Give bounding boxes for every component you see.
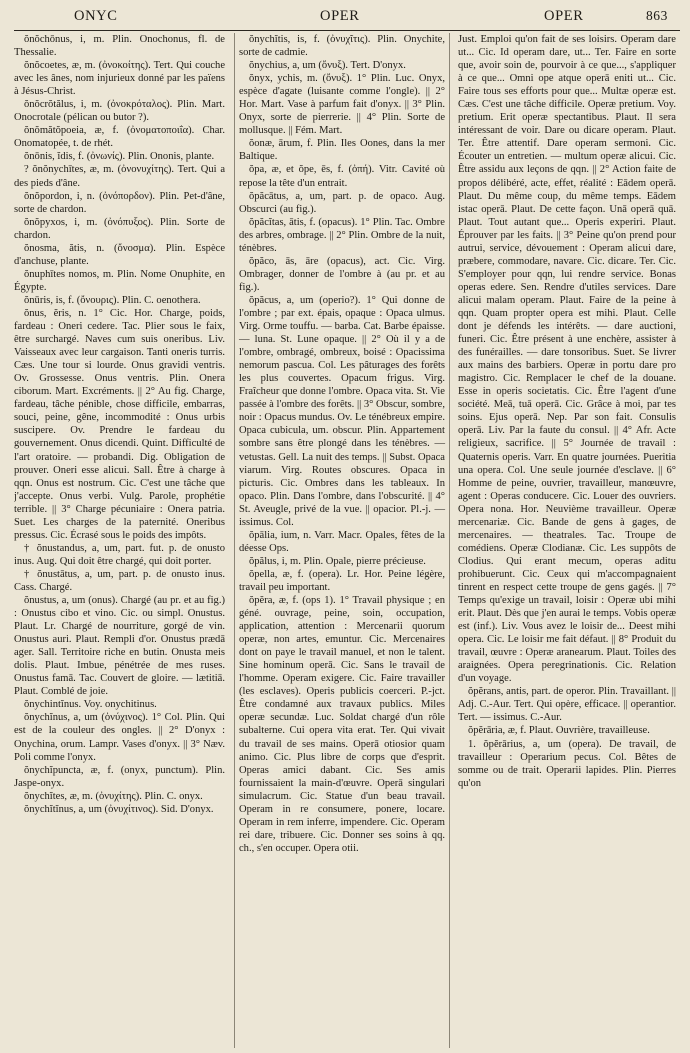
dictionary-entry: ŏnychintĭnus. Voy. onychitinus. [24,699,157,711]
dictionary-entry: ŏnōnis, ĭdis, f. (ὀνωνίς). Plin. Ononis, plante. [24,151,215,163]
dictionary-entry: ŏpăcātus, a, um, part. p. de opaco. Aug. Obscurci (au fig.). [239,190,445,215]
dictionary-entry: † ŏnustātus, a, um, part. p. de onusto inus. Cass. Chargé. [14,568,225,593]
column-left [14,33,228,1048]
dictionary-entry: ŏpăco, ās, āre (opacus), act. Cic. Virg. Ombrager, donner de l'ombre à (au pr. et au fig.). [239,255,445,293]
dictionary-entry: ŏpella, æ, f. (opera). Lr. Hor. Peine légère, travail peu important. [239,568,445,593]
dictionary-entry: ŏnūris, is, f. (ὄνουρις). Plin. C. oenothera. [24,294,201,306]
dictionary-entry: ŏnychĭpuncta, æ, f. (onyx, punctum). Plin. Jaspe-onyx. [14,764,225,789]
column-middle [234,33,450,1048]
dictionary-entry: ŏnychius, a, um (ὄνυξ). Tert. D'onyx. [249,60,406,72]
dictionary-entry: ŏnŏcoetes, æ, m. (ὀνοκοίτης). Tert. Qui couche avec les ânes, nom injurieux donné par les païens à Jésus-Christ. [14,60,225,98]
dictionary-entry: † ŏnustandus, a, um, part. fut. p. de onusto inus. Aug. Qui doit être chargé, qui doit porter. [14,542,225,567]
column-right [456,33,676,1048]
dictionary-entry: ŏpa, æ, et ŏpe, ēs, f. (ὀπή). Vitr. Cavité où repose la tête d'un entrait. [239,164,445,189]
dictionary-entry: Just. Emploi qu'on fait de ses loisirs. Operam dare ut... Cic. Id operam dare, ut... Ter. Faire en sorte que, avoir soin de, pourvoir à ce que..., s'appliquer à ce que... Omni ope atque operā eniti ut... Cic. Faire tous ses efforts pour que... Multæ operæ est. Cæs. C'est une tâche difficile. Operæ pretium. Voy. pretium. Erit operæ spectantibus. Plaut. Il sera intéressant de voir. Dare ou dicare operam. Plaut. Ter. Être attentif. Dare operam sermoni. Cic. Écouter un entretien. — multum operæ alicui. Cic. Être assidu aux leçons de qqn. || 2° Action faite de propos délibéré, acte, effet, réalité : Eādem operā. Plaut. Du même coup, du même temps. Eādem istac operā. Plaut. De cette façon. Unā operā quā. Plaut. Tout autant que... Operis experiri. Plaut. Éprouver par les faits. || 3° Peine qu'on prend pour autrui, service, dévouement : Operam alicui dare, præbere, commodare, navare. Cic. dicare. Ter. Cic. S'employer pour qqn, lui rendre service. Bonas operas edere. Sen. Rendre d'utiles services. Dare alicui malam operam. Plaut. Faire de la peine à qqn. Quam propter opera est mihi. Plaut. Celle dont je défends les intérêts. — dare auctioni, funeri. Cic. Être présent à une enchère, assister à des funérailles. — dare tonsoribus. Suet. Se livrer aux mains des barbiers. Operæ in portu dare pro magistro. Cic. Remplacer le chef de la douane. Esse in operis societatis. Cic. Être l'agent d'une société. Meā, tuā operā. Cic. Grâce à moi, par tes soins. Ejus operā. Nep. Par son fait. Consulis operā. Liv. Par la faute du consul. || 4° Afr. Acte religieux, sacrifice. || 5° Journée de travail : Quaternis operis. Varr. En quatre journées. Pueritia una opera. Col. Une seule journée d'esclave. || 6° Homme de peine, ouvrier, travailleur, manœuvre, agent : Operas conducere. Cic. Louer des ouvriers. Opera nona. Hor. Neuvième travailleur. Operæ mercenariæ. Cic. Bande de gens à gages, de mercenaires. — theatrales. Tac. Troupe de comédiens. Operæ Clodianæ. Cic. Les suppôts de Clodius. Qui erant mecum, operas aditu prohibuerunt. Cic. Ceux qui m'accompagnaient tinrent en respect cette troupe de gens gagés. || 7° Temps qu'exige un travail, loisir : Operæ ubi mihi erit. Plaut. Dès que j'en aurai le temps. Vobis operæ est (inf.). Liv. Vous avez le loisir de... Deest mihi opera. Cic. Le loisir me fait défaut. || 8° Produit du travail, œuvre : Operæ aranearum. Plaut. Toiles des araignées. Opera peregrinationis. Cic. Relation d'un voyage. [458,34,676,685]
dictionary-entry: ŏnŏcrŏtălus, i, m. (ὀνοκρόταλος). Plin. Mart. Onocrotale (pélican ou butor ?). [14,99,225,124]
page-number: 863 [645,8,668,23]
dictionary-entry: ŏpālia, ium, n. Varr. Macr. Opales, fêtes de la déesse Ops. [239,529,445,554]
dictionary-entry: ŏnŏmătŏpoeia, æ, f. (ὀνοματοποιΐα). Char. Onomatopée, t. de rhét. [14,125,225,150]
dictionary-entry: ŏnus, ĕris, n. 1° Cic. Hor. Charge, poids, fardeau : Oneri cedere. Tac. Plier sous le faix, être surchargé. Naves cum suis oneribus. Liv. Vaisseaux avec leur cargaison. Tanti oneris turris. Cæs. Une tour si lourde. Onus gravidi ventris. Ov. Grossesse. Onus ventris. Plin. Onera ciborum. Mart. Excréments. || 2° Au fig. Charge, fardeau, tâche pénible, chose difficile, embarras, souci, peine, gêne, incommodité : Onus urbis suscipere. Ov. Prendre le fardeau du gouvernement. Onus dicendi. Quint. Difficulté de l'art oratoire. — probandi. Dig. Obligation de prouver. Oneri esse alicui. Sall. Être à charge à qqn. Onus est nostrum. Cic. C'est une tâche que j'accepte. Onus verbi. Vulg. Parole, prophétie terrible. || 3° Charge pécuniaire : Onera patria. Suet. Les charges de la paternité. Oneribus pressus. Cic. Écrasé sous le poids des impôts. [14,307,225,541]
dictionary-columns [14,31,680,1048]
dictionary-entry: ŏpăcĭtas, ātis, f. (opacus). 1° Plin. Tac. Ombre des arbres, ombrage. || 2° Plin. Ombre de la nuit, ténèbres. [239,216,445,254]
dictionary-entry: ŏnychĭtis, is, f. (ὀνυχῖτις). Plin. Onychite, sorte de cadmie. [239,34,445,59]
header-right-guideword: OPER [544,8,584,24]
dictionary-entry: ŏnŏchōnus, i, m. Plin. Onochonus, fl. de Thessalie. [14,34,225,59]
dictionary-entry: ŏnosma, ătis, n. (ὄνοσμα). Plin. Espèce d'anchuse, plante. [14,242,225,267]
dictionary-entry: ŏnŏpyxos, i, m. (ὀνόπυξος). Plin. Sorte de chardon. [14,216,225,241]
dictionary-entry: ŏpălus, i, m. Plin. Opale, pierre précieuse. [249,555,426,567]
dictionary-entry: ŏnyx, ychis, m. (ὄνυξ). 1° Plin. Luc. Onyx, espèce d'agate (luisante comme l'ongle). || 2° Hor. Mart. Vase à parfum fait d'onyx. || 3° Plin. Onyx, sorte de pierrerie. || 4° Plin. Sorte de mollusque. || Fém. Mart. [239,73,445,137]
header-center-guideword: OPER [320,8,360,24]
dictionary-entry: ŏpĕrāria, æ, f. Plaut. Ouvrière, travailleuse. [468,725,650,737]
dictionary-entry: ŏnustus, a, um (onus). Chargé (au pr. et au fig.) : Onustus cibo et vino. Cic. ou simpl. Onustus. Plaut. Lr. Chargé de nourriture, gorgé de vin. Onustus auri. Plaut. Rempli d'or. Onustus prædā ager. Sall. Territoire riche en butin. Onusta meis dolis. Plaut. Imbue, pénétrée de mes ruses. Onustus famā. Tac. Couvert de gloire. — lætitiā. Plaut. Comblé de joie. [14,595,225,698]
dictionary-entry: 1. ŏpĕrārius, a, um (opera). De travail, de travailleur : Operarium pecus. Col. Bêtes de somme ou de trait. Operarii lapides. Plin. Pierres qu'on [458,738,676,789]
dictionary-entry: ŏnuphītes nomos, m. Plin. Nome Onuphite, en Égypte. [14,268,225,293]
dictionary-entry: ŏpăcus, a, um (operio?). 1° Qui donne de l'ombre ; par ext. épais, opaque : Opaca ulmus. Virg. Orme touffu. — barba. Cat. Barbe épaisse. — luna. St. Lune opaque. || 2° Où il y a de l'ombre, ombragé, ombreux, boisé : Opacissima nemorum pascua. Col. Les pâturages des forêts les plus couvertes. Opacum frigus. Virg. Fraîcheur que donne l'ombre. Opaca vita. St. Vie passée à l'ombre des forêts. || 3° Obscur, sombre, noir : Opacus mundus. Ov. Le ténébreux empire. Opaca cubicula, um. obscur. Plin. Appartement sombre sans être plongé dans les ténèbres. — vetustas. Gell. La nuit des temps. || Subst. Opaca viarum. Virg. Routes obscures. Opaca in picturis. Cic. Ombres dans les tableaux. In opaco. Plin. Dans l'ombre, dans l'obscurité. || 4° St. Aveugle, privé de la vue. || opacior. Pl.-j. — issimus. Col. [239,294,445,528]
dictionary-entry: ŏpĕra, æ, f. (ops 1). 1° Travail physique ; en géné. ouvrage, peine, soin, occupation, application, attention : Mercenarii quorum operæ, non artes, emuntur. Cic. Mercenaires dont on paye le travail manuel, et non le talent. Sine hominum operā. Cic. Sans le travail de l'homme. Operam exigere. Cic. Faire travailler (les esclaves). Operis publicis coerceri. P.-jct. Être condamné aux travaux publics. Miles operæ secundæ. Luc. Soldat chargé d'un rôle subalterne. Cui opera vita erat. Ter. Qui vivait du travail de ses mains. Operā otiosior quam animo. Cic. Plus libre de corps que d'esprit. Operas amici dabant. Cic. Ses amis fournissaient la main-d'œuvre. Operā singulari simulacrum. Cic. Statue d'un beau travail. Operam in re consumere, ponere, locare. Operam in rem inferre, impendere. Cic. Operam rei dare, tribuere. Cic. Donner ses soins à qq. ch., s'en occuper. Opera otii. [239,595,445,854]
dictionary-entry: ŏnychĭtĭnus, a, um (ὀνυχίτινος). Sid. D'onyx. [24,803,214,815]
dictionary-entry: ŏnychĭnus, a, um (ὀνύχινος). 1° Col. Plin. Qui est de la couleur des ongles. || 2° D'onyx : Onychina, orum. Lampr. Vases d'onyx. || 3° Næv. Poli comme l'onyx. [14,712,225,763]
running-header [14,4,680,31]
dictionary-entry: ŏonæ, ārum, f. Plin. Iles Oones, dans la mer Baltique. [239,138,445,163]
header-left-guideword: ONYC [74,8,118,24]
dictionary-entry: ? ŏnŏnychītes, æ, m. (ὀνονυχίτης). Tert. Qui a des pieds d'âne. [14,164,225,189]
dictionary-entry: ŏnychĭtes, æ, m. (ὀνυχίτης). Plin. C. onyx. [24,790,203,802]
dictionary-entry: ŏpĕrans, antis, part. de operor. Plin. Travaillant. || Adj. C.-Aur. Tert. Qui opère, efficace. || operantior. Tert. — issimus. C.-Aur. [458,686,676,724]
dictionary-entry: ŏnŏpordon, i, n. (ὀνόπορδον). Plin. Pet-d'âne, sorte de chardon. [14,190,225,215]
